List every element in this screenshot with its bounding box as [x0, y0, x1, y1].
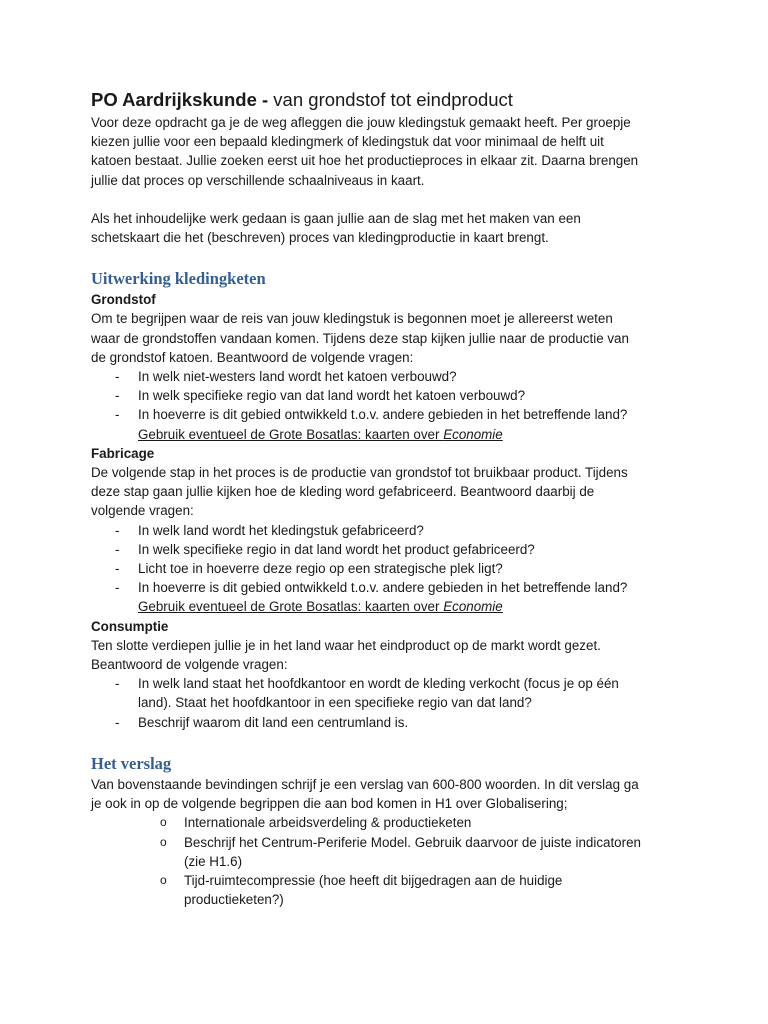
- fabricage-questions: [91, 521, 688, 598]
- dash-marker: -: [115, 561, 120, 577]
- consumptie-paragraph: [91, 636, 688, 674]
- list-item-line: Tijd-ruimtecompressie (hoe heeft dit bijgedragen aan de huidige: [184, 872, 563, 888]
- list-item-text: In hoeverre is dit gebied ontwikkeld t.o.v. andere gebieden in het betreffende land?: [138, 407, 628, 423]
- text-line: jullie dat proces op verschillende schaalniveaus in kaart.: [91, 172, 425, 188]
- title-bold: PO Aardrijkskunde -: [91, 89, 269, 110]
- circle-marker: o: [160, 872, 167, 887]
- section-heading-kledingketen: Uitwerking kledingketen: [91, 269, 266, 289]
- list-item-text: Licht toe in hoeverre deze regio op een strategische plek ligt?: [138, 561, 503, 577]
- dash-marker: -: [115, 676, 120, 692]
- text-line: katoen bestaat. Jullie zoeken eerst uit hoe het productieproces in elkaar zit. Daarna brengen: [91, 153, 639, 169]
- verslag-concepts: [91, 813, 688, 909]
- list-item-line: Internationale arbeidsverdeling & productieketen: [184, 815, 472, 831]
- list-item-line: (zie H1.6): [184, 853, 243, 869]
- title-rest: van grondstof tot eindproduct: [268, 89, 513, 110]
- list-item: [91, 386, 688, 405]
- paragraph-gap: [91, 190, 688, 209]
- dash-marker: -: [115, 541, 120, 557]
- reference-text: Gebruik eventueel de Grote Bosatlas: kaarten over: [138, 426, 444, 442]
- text-line: waar de grondstoffen vandaan komen. Tijdens deze stap kijken jullie naar de productie van: [91, 330, 629, 346]
- reference-text: Gebruik eventueel de Grote Bosatlas: kaarten over: [138, 599, 444, 615]
- circle-marker: o: [160, 815, 167, 830]
- text-line: Om te begrijpen waar de reis van jouw kledingstuk is begonnen moet je allereerst weten: [91, 311, 613, 327]
- reference-italic: Economie: [443, 599, 503, 615]
- list-item: [91, 578, 688, 597]
- list-item-line: land). Staat het hoofdkantoor in een specifieke regio van dat land?: [138, 695, 532, 711]
- subheading-consumptie: Consumptie: [91, 618, 169, 634]
- list-item-line: Beschrijf het Centrum-Periferie Model. Gebruik daarvoor de juiste indicatoren: [184, 834, 641, 850]
- list-item-text: In welk land wordt het kledingstuk gefabriceerd?: [138, 522, 424, 538]
- dash-marker: -: [115, 369, 120, 385]
- list-item-line: In welk land staat het hoofdkantoor en wordt de kleding verkocht (focus je op één: [138, 676, 619, 692]
- dash-marker: -: [115, 580, 120, 596]
- subheading-grondstof: Grondstof: [91, 292, 156, 308]
- reference-italic: Economie: [443, 426, 503, 442]
- text-line: volgende vragen:: [91, 503, 194, 519]
- document-title: [91, 88, 688, 112]
- list-item: [91, 813, 688, 832]
- list-item: [91, 674, 688, 712]
- text-line: deze stap gaan jullie kijken hoe de kleding word gefabriceerd. Beantwoord daarbij de: [91, 484, 595, 500]
- circle-marker: o: [160, 834, 167, 849]
- list-item: [91, 521, 688, 540]
- list-item: [91, 871, 688, 909]
- intro-paragraph-2: [91, 209, 688, 247]
- list-item: [91, 540, 688, 559]
- section-heading-verslag: Het verslag: [91, 753, 172, 773]
- list-item-text: In welk niet-westers land wordt het katoen verbouwd?: [138, 369, 457, 385]
- list-item: [91, 559, 688, 578]
- text-line: Ten slotte verdiepen jullie je in het land waar het eindproduct op de markt wordt gezet.: [91, 637, 601, 653]
- list-item-text: In hoeverre is dit gebied ontwikkeld t.o.v. andere gebieden in het betreffende land?: [138, 580, 628, 596]
- list-item-line: productieketen?): [184, 892, 284, 908]
- text-line: de grondstof katoen. Beantwoord de volgende vragen:: [91, 349, 414, 365]
- text-line: Van bovenstaande bevindingen schrijf je een verslag van 600-800 woorden. In dit verslag ga: [91, 776, 639, 792]
- list-item: [91, 833, 688, 871]
- dash-marker: -: [115, 522, 120, 538]
- list-item: [91, 405, 688, 424]
- list-item-text: In welk specifieke regio in dat land wordt het product gefabriceerd?: [138, 541, 535, 557]
- list-item-line: Beschrijf waarom dit land een centrumland is.: [138, 714, 409, 730]
- intro-paragraph-1: [91, 113, 688, 190]
- verslag-paragraph: [91, 775, 688, 813]
- dash-marker: -: [115, 407, 120, 423]
- text-line: je ook in op de volgende begrippen die aan bod komen in H1 over Globalisering;: [91, 796, 568, 812]
- fabricage-paragraph: [91, 463, 688, 521]
- dash-marker: -: [115, 714, 120, 730]
- grondstof-paragraph: [91, 309, 688, 367]
- list-item: [91, 367, 688, 386]
- text-line: De volgende stap in het proces is de productie van grondstof tot bruikbaar product. Tijdens: [91, 465, 628, 481]
- list-item: [91, 713, 688, 732]
- text-line: Voor deze opdracht ga je de weg afleggen die jouw kledingstuk gemaakt heeft. Per groepje: [91, 115, 631, 130]
- text-line: Beantwoord de volgende vragen:: [91, 657, 288, 673]
- list-item-text: In welk specifieke regio van dat land wordt het katoen verbouwd?: [138, 388, 526, 404]
- atlas-reference-fabricage: [91, 597, 688, 616]
- grondstof-questions: [91, 367, 688, 425]
- dash-marker: -: [115, 388, 120, 404]
- atlas-reference-grondstof: [91, 425, 688, 444]
- text-line: Als het inhoudelijke werk gedaan is gaan jullie aan de slag met het maken van een: [91, 210, 581, 226]
- consumptie-questions: [91, 674, 688, 732]
- text-line: schetskaart die het (beschreven) proces van kledingproductie in kaart brengt.: [91, 230, 549, 246]
- text-line: kiezen jullie voor een bepaald kledingmerk of kledingstuk dat voor minimaal de helft uit: [91, 134, 604, 150]
- subheading-fabricage: Fabricage: [91, 445, 155, 461]
